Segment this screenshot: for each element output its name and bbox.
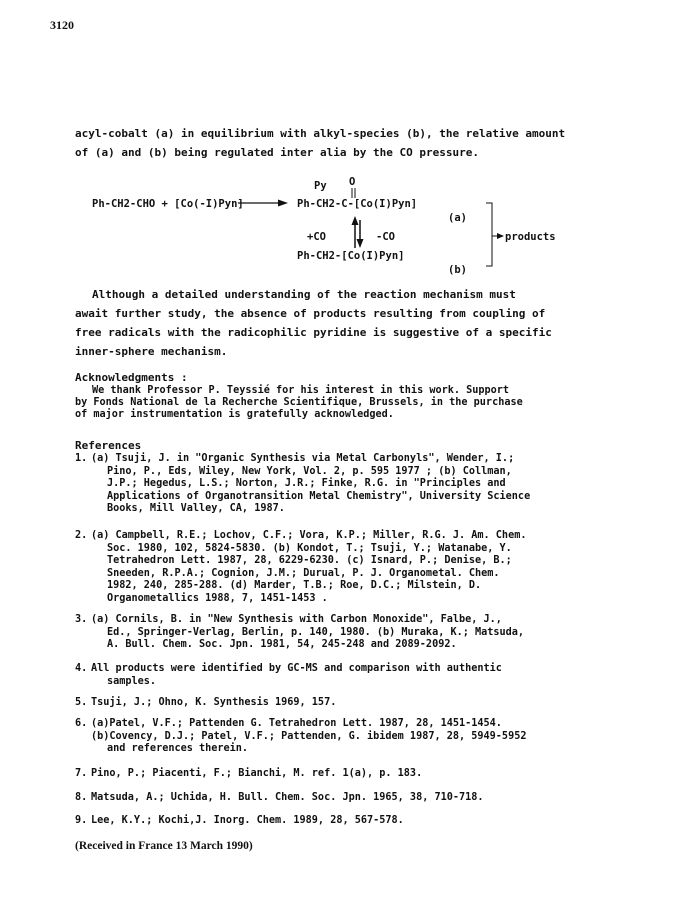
text-line: by Fonds National de la Recherche Scientifique, Brussels, in the purchase: [75, 397, 523, 408]
scheme-plus-co: +CO: [307, 231, 326, 243]
text-line: J.P.; Hegedus, L.S.; Norton, J.R.; Finke, R.G. in "Principles and: [107, 478, 506, 489]
reference-number: 3.: [75, 614, 88, 625]
scheme-label-a: (a): [448, 212, 467, 224]
acknowledgments-heading: Acknowledgments :: [75, 371, 188, 384]
text-line: We thank Professor P. Teyssié for his interest in this work. Support: [92, 385, 510, 396]
reference-text: [91, 768, 422, 781]
text-line: Sneeden, R.P.A.; Cognion, J.M.; Durual, P. J. Organometal. Chem.: [107, 567, 500, 579]
reference-number: 2.: [75, 530, 88, 541]
text-line: (b)Covency, D.J.; Patel, V.F.; Pattenden, G. ibidem 1987, 28, 5949-5952: [91, 730, 527, 742]
text-line: of major instrumentation is gratefully acknowledged.: [75, 409, 394, 420]
text-line: free radicals with the radicophilic pyridine is suggestive of a specific: [75, 326, 552, 339]
reaction-arrowhead: [278, 200, 288, 207]
text-line: of (a) and (b) being regulated inter alia by the CO pressure.: [75, 146, 479, 159]
reference-text: [91, 697, 336, 710]
reference-text: [91, 663, 502, 688]
text-line: A. Bull. Chem. Soc. Jpn. 1981, 54, 245-248 and 2089-2092.: [107, 639, 457, 650]
reference-text: [91, 815, 404, 828]
text-line: (a) Cornils, B. in "New Synthesis with Carbon Monoxide", Falbe, J.,: [91, 614, 502, 625]
text-line: Matsuda, A.; Uchida, H. Bull. Chem. Soc. Jpn. 1965, 38, 710-718.: [91, 792, 484, 803]
text-line: Tsuji, J.; Ohno, K. Synthesis 1969, 157.: [91, 697, 337, 708]
reference-text: [91, 453, 530, 516]
scheme-reactant: Ph-CH2-CHO + [Co(-I)Pyn]: [92, 198, 244, 210]
equilibrium-up-arrowhead: [352, 216, 359, 225]
text-line: Although a detailed understanding of the reaction mechanism must: [92, 288, 516, 301]
scheme-catalyst: Py: [314, 180, 327, 192]
acknowledgments-body: [75, 385, 523, 421]
reference-number: 7.: [75, 768, 88, 779]
received-date: (Received in France 13 March 1990): [75, 840, 253, 852]
products-arrowhead: [497, 233, 504, 239]
reference-text: [91, 530, 526, 605]
reference-text: [91, 718, 526, 756]
reference-text: [91, 614, 524, 652]
text-line: Tetrahedron Lett. 1987, 28, 6229-6230. (c) Isnard, P.; Denise, B.;: [107, 555, 512, 566]
scheme-product-b: Ph-CH2-[Co(I)Pyn]: [297, 250, 405, 262]
bracket: [486, 203, 492, 266]
text-line: All products were identified by GC-MS and comparison with authentic: [91, 663, 502, 674]
page-number: 3120: [50, 18, 74, 32]
text-line: Organometallics 1988, 7, 1451-1453 .: [107, 592, 328, 604]
reference-number: 9.: [75, 815, 88, 826]
text-line: (a) Tsuji, J. in "Organic Synthesis via Metal Carbonyls", Wender, I.;: [91, 453, 515, 464]
reference-number: 4.: [75, 663, 88, 674]
text-line: and references therein.: [107, 743, 249, 754]
reference-number: 5.: [75, 697, 88, 708]
equilibrium-down-arrowhead: [357, 239, 364, 248]
text-line: 1982, 240, 285-288. (d) Marder, T.B.; Roe, D.C.; Milstein, D.: [107, 580, 482, 591]
text-line: (a)Patel, V.F.; Pattenden G. Tetrahedron Lett. 1987, 28, 1451-1454.: [91, 718, 502, 729]
scheme-oxygen: O: [349, 176, 356, 188]
reference-text: [91, 792, 484, 805]
text-line: acyl-cobalt (a) in equilibrium with alkyl-species (b), the relative amount: [75, 127, 566, 140]
text-line: samples.: [107, 675, 157, 687]
scheme-product-a: Ph-CH2-C-[Co(I)Pyn]: [297, 198, 418, 210]
text-line: Soc. 1980, 102, 5824-5830. (b) Kondot, T.; Tsuji, Y.; Watanabe, Y.: [107, 542, 512, 554]
scheme-label-b: (b): [448, 264, 467, 276]
text-line: Pino, P., Eds, Wiley, New York, Vol. 2, p. 595 1977 ; (b) Collman,: [107, 465, 512, 477]
references-heading: References: [75, 439, 142, 452]
reference-number: 1.: [75, 453, 88, 464]
text-line: inner-sphere mechanism.: [75, 345, 228, 358]
scheme-minus-co: -CO: [376, 231, 395, 243]
reference-number: 6.: [75, 718, 88, 729]
discussion-paragraph: [75, 285, 605, 361]
text-line: Ed., Springer-Verlag, Berlin, p. 140, 1980. (b) Muraka, K.; Matsuda,: [107, 626, 525, 638]
text-line: Pino, P.; Piacenti, F.; Bianchi, M. ref. 1(a), p. 183.: [91, 768, 423, 779]
text-line: (a) Campbell, R.E.; Lochov, C.F.; Vora, K.P.; Miller, R.G. J. Am. Chem.: [91, 530, 527, 541]
text-line: Books, Mill Valley, CA, 1987.: [107, 503, 285, 514]
reference-number: 8.: [75, 792, 88, 803]
text-line: await further study, the absence of products resulting from coupling of: [75, 307, 546, 320]
text-line: Lee, K.Y.; Kochi,J. Inorg. Chem. 1989, 28, 567-578.: [91, 815, 404, 826]
scheme-products: products: [505, 231, 556, 243]
text-line: Applications of Organotransition Metal Chemistry", University Science: [107, 490, 531, 502]
